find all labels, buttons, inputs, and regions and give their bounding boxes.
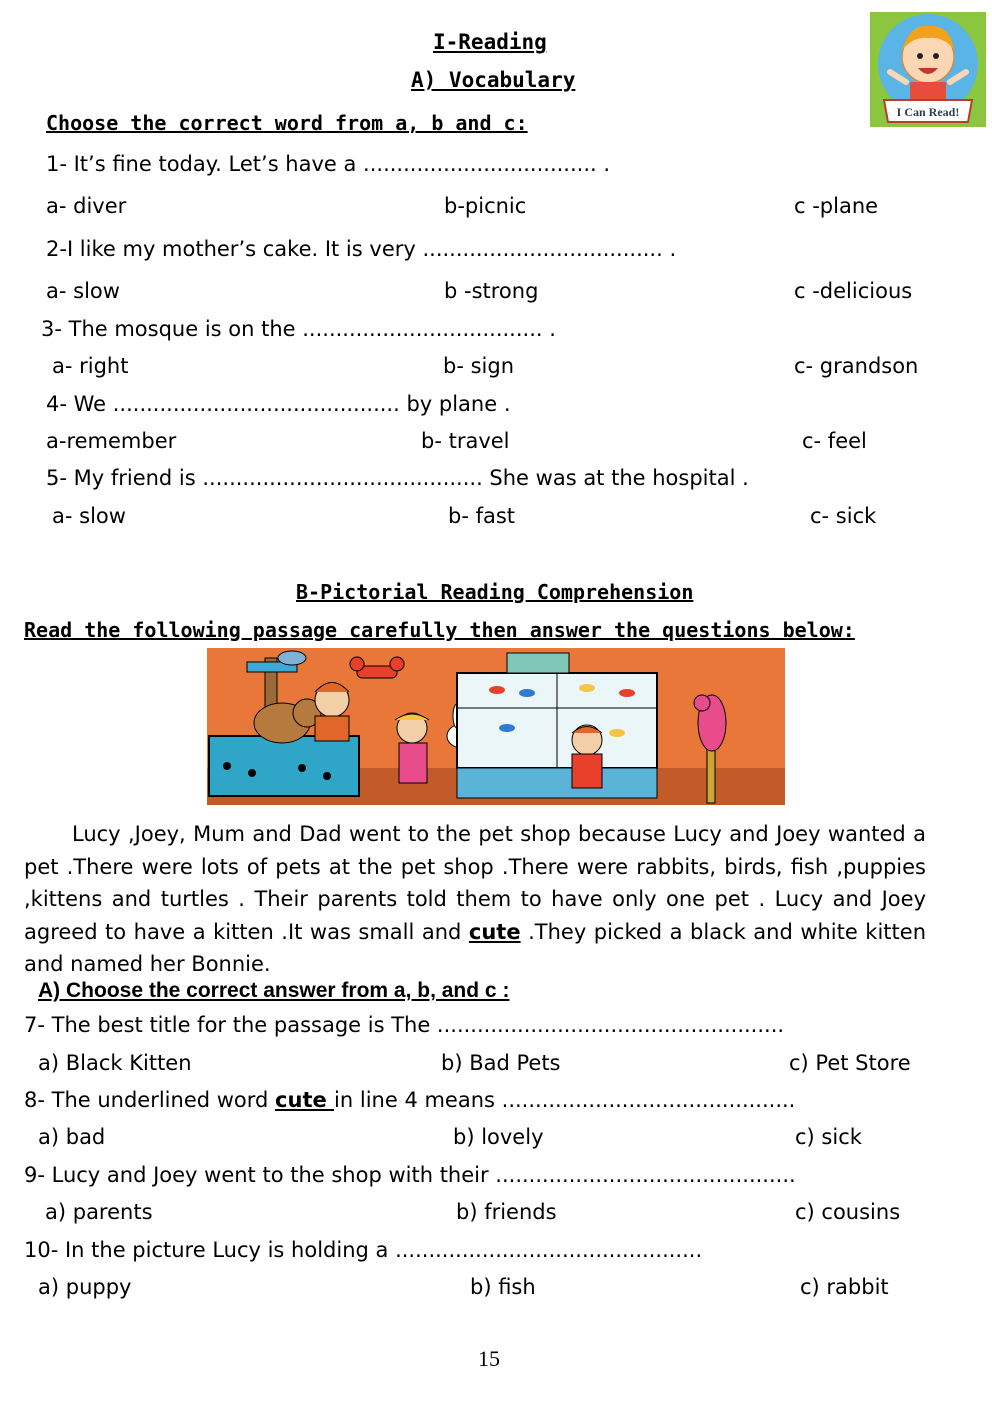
q7-option-c: c) Pet Store	[789, 1051, 911, 1075]
vocab-question-5: 5- My friend is .......................................... She was at the hospital .	[46, 466, 749, 490]
vocab-5-option-c: c- sick	[810, 504, 877, 528]
q7-option-b: b) Bad Pets	[441, 1051, 561, 1075]
question-10: 10- In the picture Lucy is holding a ..............................................	[24, 1238, 703, 1262]
question-8-blank: in line 4 means ............................................	[334, 1088, 796, 1112]
subsection-title: A) Vocabulary	[411, 68, 576, 92]
vocab-2-option-b: b -strong	[444, 279, 539, 303]
q8-option-b: b) lovely	[453, 1125, 544, 1149]
q7-option-a: a) Black Kitten	[38, 1051, 192, 1075]
vocab-1-option-a: a- diver	[46, 194, 127, 218]
question-7: 7- The best title for the passage is The ....................................................	[24, 1013, 785, 1037]
question-8-text: 8- The underlined word	[24, 1088, 276, 1112]
q10-option-b: b) fish	[470, 1275, 536, 1299]
vocab-3-option-c: c- grandson	[794, 354, 919, 378]
question-9: 9- Lucy and Joey went to the shop with their .............................................	[24, 1163, 796, 1187]
vocab-5-option-a: a- slow	[52, 504, 126, 528]
passage-text-after: .They picked a black and white kitten and named her Bonnie.	[24, 919, 927, 976]
vocab-2-option-a: a- slow	[46, 279, 120, 303]
vocab-4-option-b: b- travel	[421, 429, 510, 453]
vocab-question-4: 4- We ........................................... by plane .	[46, 392, 511, 416]
questions-heading: A) Choose the correct answer from a, b, and c :	[38, 979, 510, 1002]
part-b-instruction: Read the following passage carefully then answer the questions below:	[24, 618, 855, 642]
question-8-underlined: cute	[275, 1088, 335, 1112]
vocab-5-option-b: b- fast	[448, 504, 516, 528]
vocab-question-1: 1- It’s fine today. Let’s have a ................................... .	[46, 152, 611, 176]
question-8	[24, 1088, 795, 1112]
q9-option-c: c) cousins	[795, 1200, 901, 1224]
underlined-word-cute: cute	[468, 919, 521, 944]
q10-option-c: c) rabbit	[800, 1275, 889, 1299]
vocab-1-option-b: b-picnic	[444, 194, 527, 218]
vocab-1-option-c: c -plane	[794, 194, 879, 218]
vocab-question-3: 3- The mosque is on the .................................... .	[41, 317, 556, 341]
pet-shop-illustration	[207, 648, 785, 805]
q9-option-a: a) parents	[45, 1200, 153, 1224]
vocab-3-option-a: a- right	[52, 354, 129, 378]
reading-passage	[24, 818, 926, 981]
q9-option-b: b) friends	[456, 1200, 557, 1224]
vocab-4-option-a: a-remember	[46, 429, 177, 453]
q8-option-a: a) bad	[38, 1125, 106, 1149]
vocab-3-option-b: b- sign	[443, 354, 514, 378]
q10-option-a: a) puppy	[38, 1275, 132, 1299]
passage-text-before: Lucy ,Joey, Mum and Dad went to the pet shop because Lucy and Joey wanted a pet .There were lots of pets at the pet shop .There were rabbits, birds, fish ,puppies ,kittens and turtles . Their parents told them to have only one pet . Lucy and Joey agreed to have a kitten .It was small and	[24, 822, 926, 944]
part-b-title: B-Pictorial Reading Comprehension	[296, 580, 694, 604]
vocab-2-option-c: c -delicious	[794, 279, 913, 303]
vocab-instruction: Choose the correct word from a, b and c:	[46, 111, 528, 135]
section-title: I-Reading	[433, 30, 547, 54]
vocab-question-2: 2-I like my mother’s cake. It is very .................................... .	[46, 237, 677, 261]
page-number: 15	[478, 1346, 500, 1371]
q8-option-c: c) sick	[795, 1125, 862, 1149]
logo-text: I Can Read!	[896, 105, 960, 119]
i-can-read-logo	[870, 12, 986, 127]
vocab-4-option-c: c- feel	[802, 429, 867, 453]
